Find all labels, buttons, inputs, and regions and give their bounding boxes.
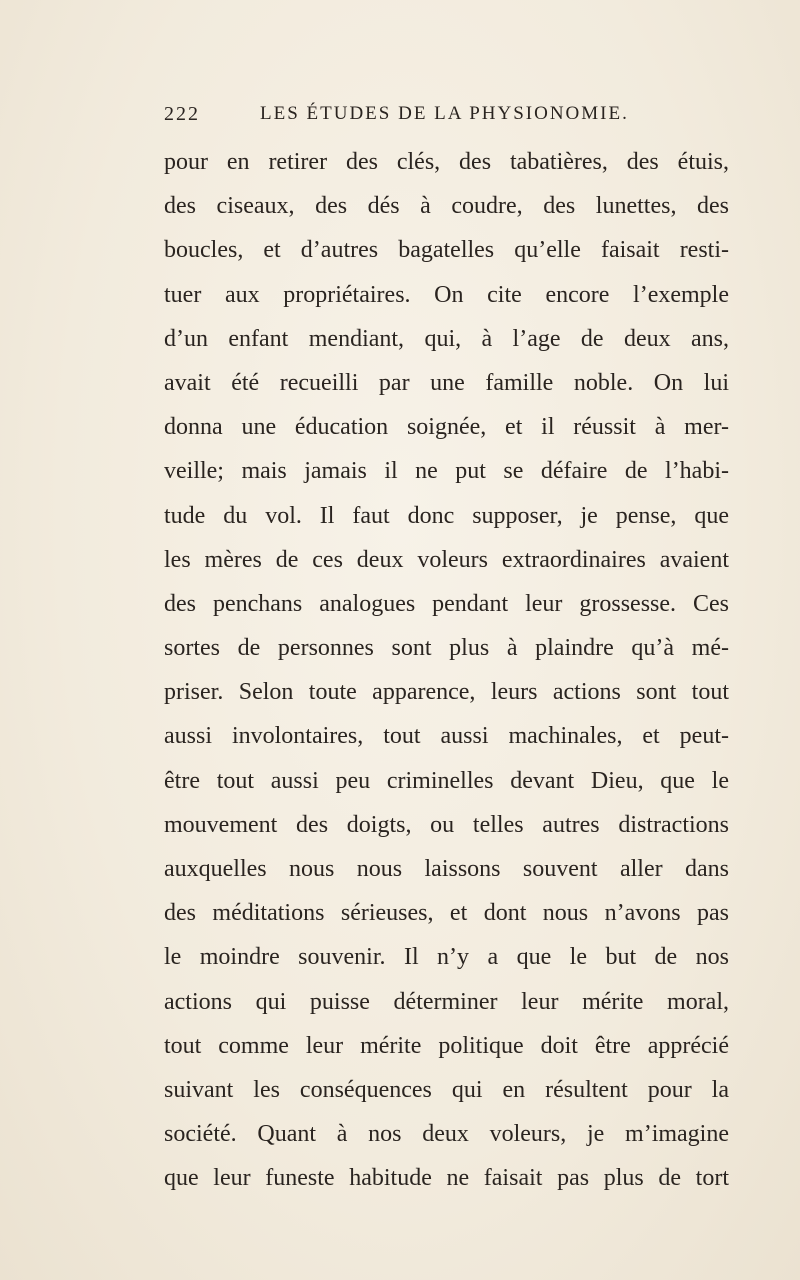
text-line: mouvement des doigts, ou telles autres distractions: [164, 811, 729, 838]
text-line: pour en retirer des clés, des tabatières, des étuis,: [164, 149, 729, 175]
text-line: le moindre souvenir. Il n’y a que le but de nos: [164, 944, 729, 971]
text-line: société. Quant à nos deux voleurs, je m’imagine: [164, 1121, 729, 1148]
page-header: [164, 103, 644, 133]
text-line: auxquelles nous nous laissons souvent aller dans: [164, 856, 729, 882]
text-line: suivant les conséquences qui en résultent pour la: [164, 1076, 729, 1103]
text-line: avait été recueilli par une famille noble. On lui: [164, 369, 729, 396]
text-line: tude du vol. Il faut donc supposer, je pense, que: [164, 502, 729, 529]
text-line: des méditations sérieuses, et dont nous n’avons pas: [164, 900, 729, 927]
text-line: être tout aussi peu criminelles devant Dieu, que le: [164, 767, 729, 794]
text-line: tout comme leur mérite politique doit être apprécié: [164, 1032, 729, 1059]
page-number: 222: [164, 103, 200, 125]
text-line: boucles, et d’autres bagatelles qu’elle faisait resti-: [164, 237, 729, 264]
text-line: sortes de personnes sont plus à plaindre qu’à mé-: [164, 635, 729, 662]
text-line: d’un enfant mendiant, qui, à l’age de deux ans,: [164, 325, 729, 352]
body-text: [164, 140, 729, 1201]
text-line: priser. Selon toute apparence, leurs actions sont tout: [164, 679, 729, 706]
text-line: les mères de ces deux voleurs extraordinaires avaient: [164, 546, 729, 573]
text-line: des ciseaux, des dés à coudre, des lunettes, des: [164, 193, 729, 220]
text-line: donna une éducation soignée, et il réussit à mer-: [164, 414, 729, 441]
running-title: LES ÉTUDES DE LA PHYSIONOMIE.: [260, 103, 629, 124]
text-line: aussi involontaires, tout aussi machinales, et peut-: [164, 723, 729, 750]
text-line: tuer aux propriétaires. On cite encore l’exemple: [164, 281, 729, 308]
text-line: que leur funeste habitude ne faisait pas plus de tort: [164, 1165, 729, 1192]
text-line: veille; mais jamais il ne put se défaire de l’habi-: [164, 458, 729, 485]
text-line: des penchans analogues pendant leur grossesse. Ces: [164, 590, 729, 617]
text-line: actions qui puisse déterminer leur mérite moral,: [164, 988, 729, 1015]
